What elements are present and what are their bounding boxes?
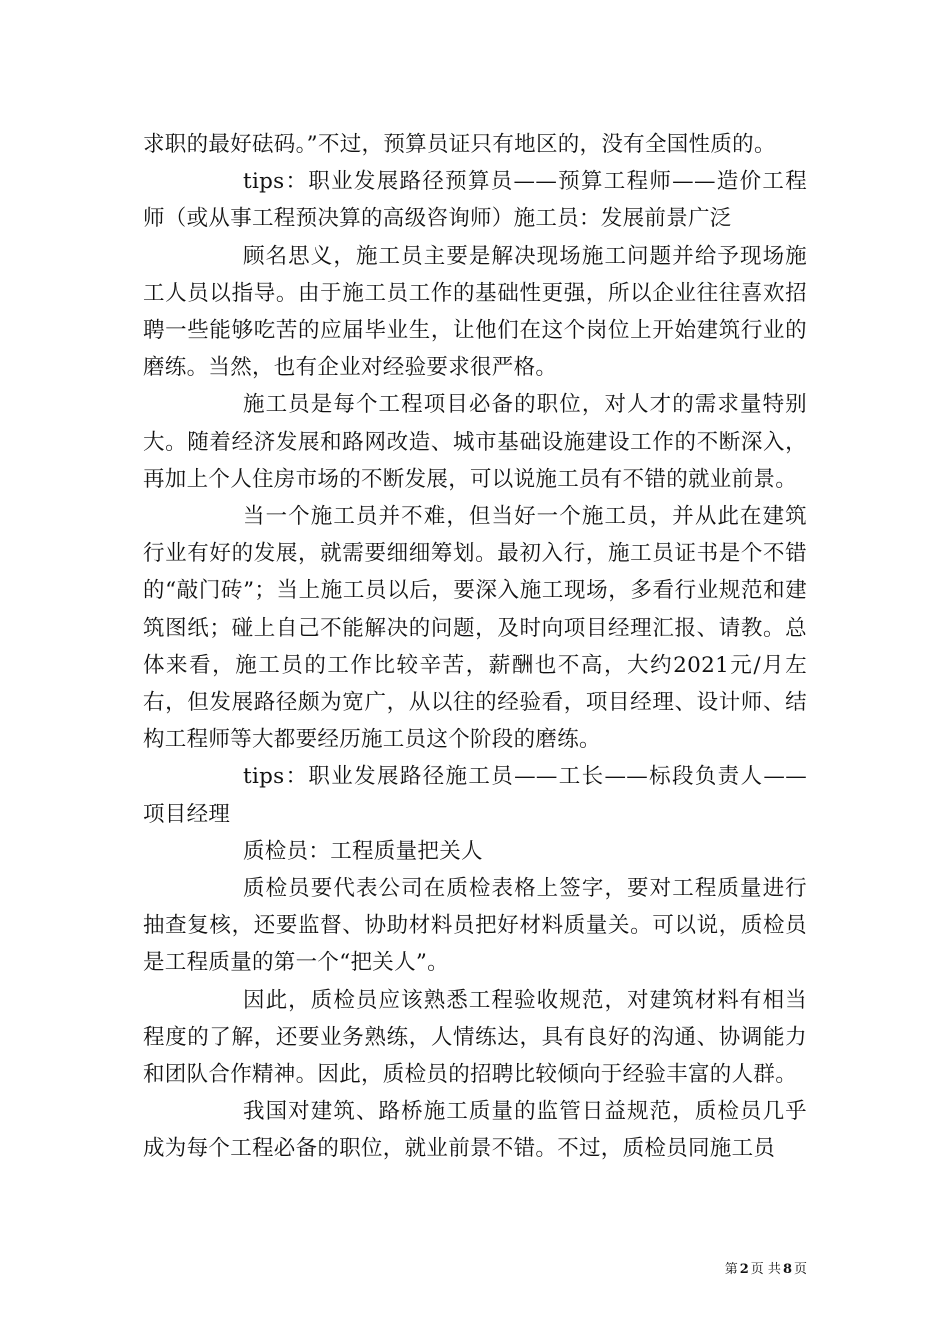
paragraph-7: 质检员：工程质量把关人 <box>243 838 483 864</box>
paragraph-5: 当一个施工员并不难，但当好一个施工员，并从此在建筑行业有好的发展，就需要细细筹划。最初入行，施工员证书是个不错的“敲门砖”；当上施工员以后，要深入施工现场，多看行业规范和建筑图纸；碰上自己不能解决的问题，及时向项目经理汇报、请教。总体来看，施工员的工作比较辛苦，薪酬也不高，大约2021元/月左右，但发展路径颇为宽广，从以往的经验看，项目经理、设计师、结构工程师等大都要经历施工员这个阶段的磨练。 <box>143 504 807 753</box>
paragraph-10: 我国对建筑、路桥施工质量的监管日益规范，质检员几乎成为每个工程必备的职位，就业前景不错。不过，质检员同施工员 <box>143 1099 807 1162</box>
paragraph-3: 顾名思义，施工员主要是解决现场施工问题并给予现场施工人员以指导。由于施工员工作的基础性更强，所以企业往往喜欢招聘一些能够吃苦的应届毕业生，让他们在这个岗位上开始建筑行业的磨练。当然，也有企业对经验要求很严格。 <box>143 243 807 381</box>
footer-page-number: 2 <box>739 1262 749 1277</box>
footer-middle: 页 共 <box>750 1262 781 1277</box>
paragraph-2: tips：职业发展路径预算员——预算工程师——造价工程师（或从事工程预决算的高级咨询师）施工员：发展前景广泛 <box>143 169 807 232</box>
document-body <box>143 126 807 1168</box>
page-footer <box>725 1258 807 1277</box>
paragraph-4: 施工员是每个工程项目必备的职位，对人才的需求量特别大。随着经济发展和路网改造、城市基础设施建设工作的不断深入，再加上个人住房市场的不断发展，可以说施工员有不错的就业前景。 <box>143 392 807 492</box>
footer-suffix: 页 <box>793 1262 807 1277</box>
paragraph-9: 因此，质检员应该熟悉工程验收规范，对建筑材料有相当程度的了解，还要业务熟练，人情练达，具有良好的沟通、协调能力和团队合作精神。因此，质检员的招聘比较倾向于经验丰富的人群。 <box>143 987 807 1088</box>
paragraph-8: 质检员要代表公司在质检表格上签字，要对工程质量进行抽查复核，还要监督、协助材料员把好材料质量关。可以说，质检员是工程质量的第一个“把关人”。 <box>143 876 807 976</box>
footer-prefix: 第 <box>724 1262 738 1277</box>
paragraph-6: tips：职业发展路径施工员——工长——标段负责人——项目经理 <box>143 764 807 827</box>
paragraph-1: 求职的最好砝码。”不过，预算员证只有地区的，没有全国性质的。 <box>143 132 776 157</box>
footer-total-pages: 8 <box>782 1262 792 1277</box>
